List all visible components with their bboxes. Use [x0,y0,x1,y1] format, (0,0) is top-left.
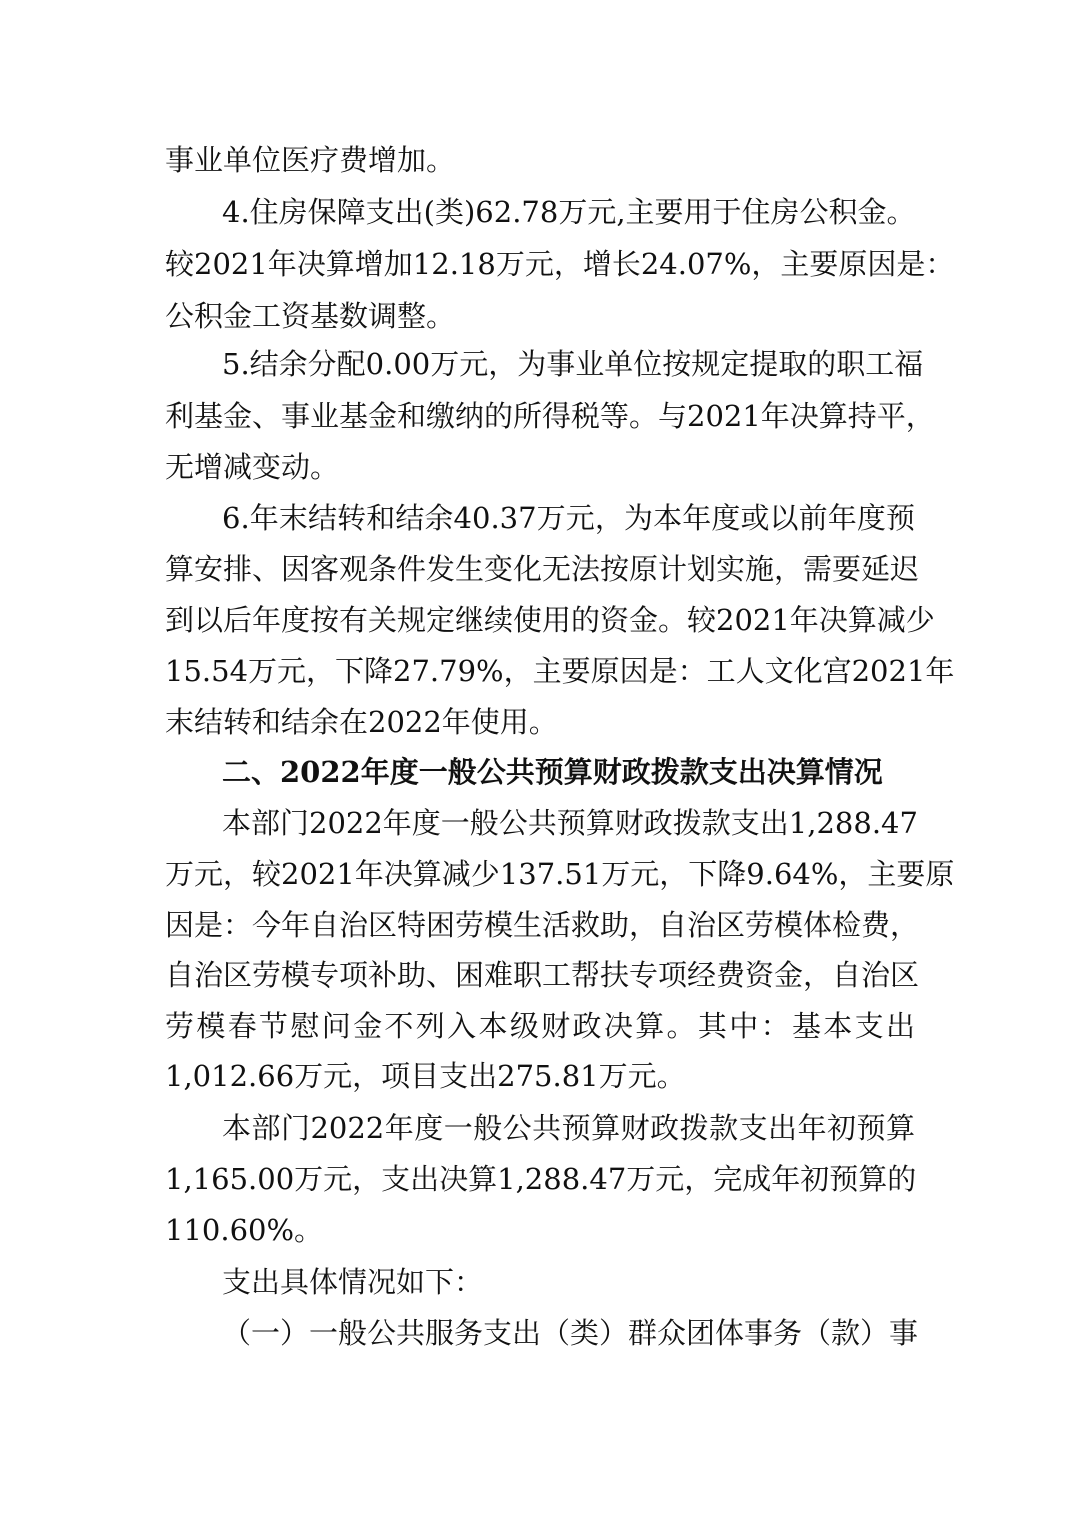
text-line: 4.住房保障支出(类)62.78万元,主要用于住房公积金。 [222,195,916,229]
text-line: 本部门2022年度一般公共预算财政拨款支出年初预算 [222,1111,915,1145]
text-line: 较2021年决算增加12.18万元，增长24.07%，主要原因是： [165,247,955,281]
text-line: 5.结余分配0.00万元，为事业单位按规定提取的职工福 [222,347,924,381]
text-line: 到以后年度按有关规定继续使用的资金。较2021年决算减少 [165,603,935,637]
text-line: 支出具体情况如下： [222,1265,484,1299]
text-line: （一）一般公共服务支出（类）群众团体事务（款）事 [222,1316,919,1350]
text-line: 利基金、事业基金和缴纳的所得税等。与2021年决算持平， [165,399,935,433]
text-line: 15.54万元，下降27.79%，主要原因是：工人文化宫2021年 [165,654,955,688]
text-line: 6.年末结转和结余40.37万元，为本年度或以前年度预 [222,501,915,535]
text-line: 末结转和结余在2022年使用。 [165,705,558,739]
text-line: 算安排、因客观条件发生变化无法按原计划实施，需要延迟 [165,552,920,586]
text-line: 因是：今年自治区特困劳模生活救助，自治区劳模体检费， [165,908,920,942]
text-line: 事业单位医疗费增加。 [165,143,456,177]
text-line: 自治区劳模专项补助、困难职工帮扶专项经费资金，自治区 [165,958,920,992]
section-heading: 二、2022年度一般公共预算财政拨款支出决算情况 [222,755,883,789]
text-line: 万元，较2021年决算减少137.51万元，下降9.64%，主要原 [165,857,955,891]
text-line: 110.60%。 [165,1213,324,1247]
text-line: 劳模春节慰问金不列入本级财政决算。其中：基本支出 [165,1009,915,1043]
text-line: 1,012.66万元，项目支出275.81万元。 [165,1059,686,1093]
text-line: 无增减变动。 [165,450,340,484]
text-line: 1,165.00万元，支出决算1,288.47万元，完成年初预算的 [165,1162,917,1196]
text-line: 本部门2022年度一般公共预算财政拨款支出1,288.47 [222,806,918,840]
text-line: 公积金工资基数调整。 [165,299,456,333]
